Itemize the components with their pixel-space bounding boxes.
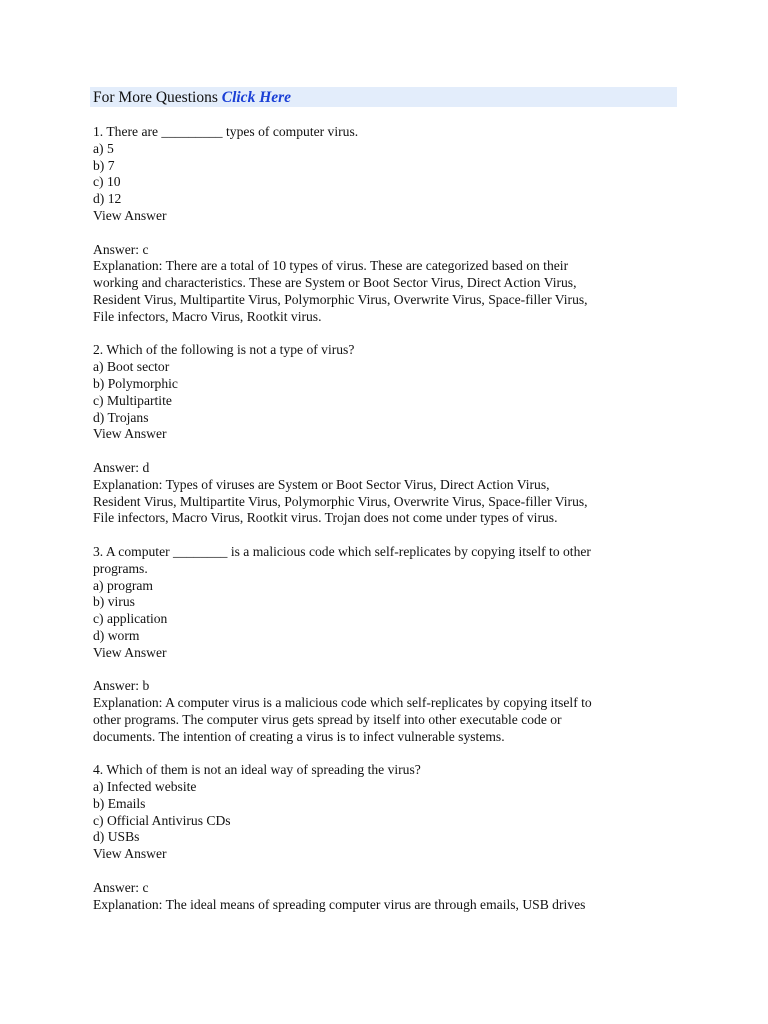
banner-prefix: For More Questions (93, 89, 222, 106)
answer-option: c) application (93, 611, 168, 627)
view-answer-link[interactable]: View Answer (93, 644, 167, 660)
question-text: 3. A computer ________ is a malicious code which self-replicates by copying itself to other (93, 543, 591, 559)
spacer (93, 662, 693, 679)
explanation-text: Resident Virus, Multipartite Virus, Polymorphic Virus, Overwrite Virus, Space-filler Virus, (93, 291, 588, 307)
answer-option: c) Official Antivirus CDs (93, 812, 231, 828)
explanation-text: other programs. The computer virus gets spread by itself into other executable code or (93, 711, 562, 727)
explanation-text: Explanation: A computer virus is a malicious code which self-replicates by copying itself to (93, 695, 592, 711)
question-text: 2. Which of the following is not a type of virus? (93, 342, 355, 358)
spacer (93, 863, 693, 880)
explanation-text: Explanation: There are a total of 10 types of virus. These are categorized based on their (93, 258, 569, 274)
more-questions-text (93, 88, 291, 107)
question-text: 1. There are _________ types of computer virus. (93, 124, 359, 139)
answer-option: d) worm (93, 627, 140, 643)
spacer (93, 527, 693, 544)
answer-key: Answer: d (93, 459, 150, 475)
answer-option: c) 10 (93, 174, 121, 190)
answer-option: c) Multipartite (93, 392, 172, 408)
quiz-content (93, 124, 693, 913)
explanation-text: Explanation: Types of viruses are System or Boot Sector Virus, Direct Action Virus, (93, 476, 550, 492)
answer-option: b) Emails (93, 795, 146, 811)
answer-option: d) Trojans (93, 409, 149, 425)
answer-option: a) program (93, 577, 154, 593)
answer-option: b) 7 (93, 157, 115, 173)
click-here-link[interactable]: Click Here (221, 89, 292, 106)
answer-option: a) Boot sector (93, 359, 170, 375)
answer-option: d) 12 (93, 191, 122, 207)
spacer (93, 225, 693, 242)
view-answer-link[interactable]: View Answer (93, 207, 167, 223)
view-answer-link[interactable]: View Answer (93, 426, 167, 442)
answer-option: d) USBs (93, 829, 140, 845)
explanation-text: File infectors, Macro Virus, Rootkit virus. Trojan does not come under types of virus. (93, 510, 558, 526)
explanation-text: Explanation: The ideal means of spreading computer virus are through emails, USB drives (93, 896, 586, 912)
answer-option: a) Infected website (93, 779, 197, 795)
spacer (93, 326, 693, 343)
explanation-text: File infectors, Macro Virus, Rootkit virus. (93, 308, 322, 324)
question-text: programs. (93, 560, 148, 576)
view-answer-link[interactable]: View Answer (93, 846, 167, 862)
answer-option: b) virus (93, 594, 135, 610)
explanation-text: Resident Virus, Multipartite Virus, Polymorphic Virus, Overwrite Virus, Space-filler Virus, (93, 493, 588, 509)
spacer (93, 745, 693, 762)
answer-key: Answer: c (93, 241, 149, 257)
explanation-text: working and characteristics. These are System or Boot Sector Virus, Direct Action Virus, (93, 275, 577, 291)
answer-option: a) 5 (93, 140, 114, 156)
answer-option: b) Polymorphic (93, 375, 178, 391)
spacer (93, 443, 693, 460)
question-text: 4. Which of them is not an ideal way of spreading the virus? (93, 762, 421, 778)
answer-key: Answer: b (93, 678, 150, 694)
answer-key: Answer: c (93, 879, 149, 895)
explanation-text: documents. The intention of creating a virus is to infect vulnerable systems. (93, 728, 505, 744)
